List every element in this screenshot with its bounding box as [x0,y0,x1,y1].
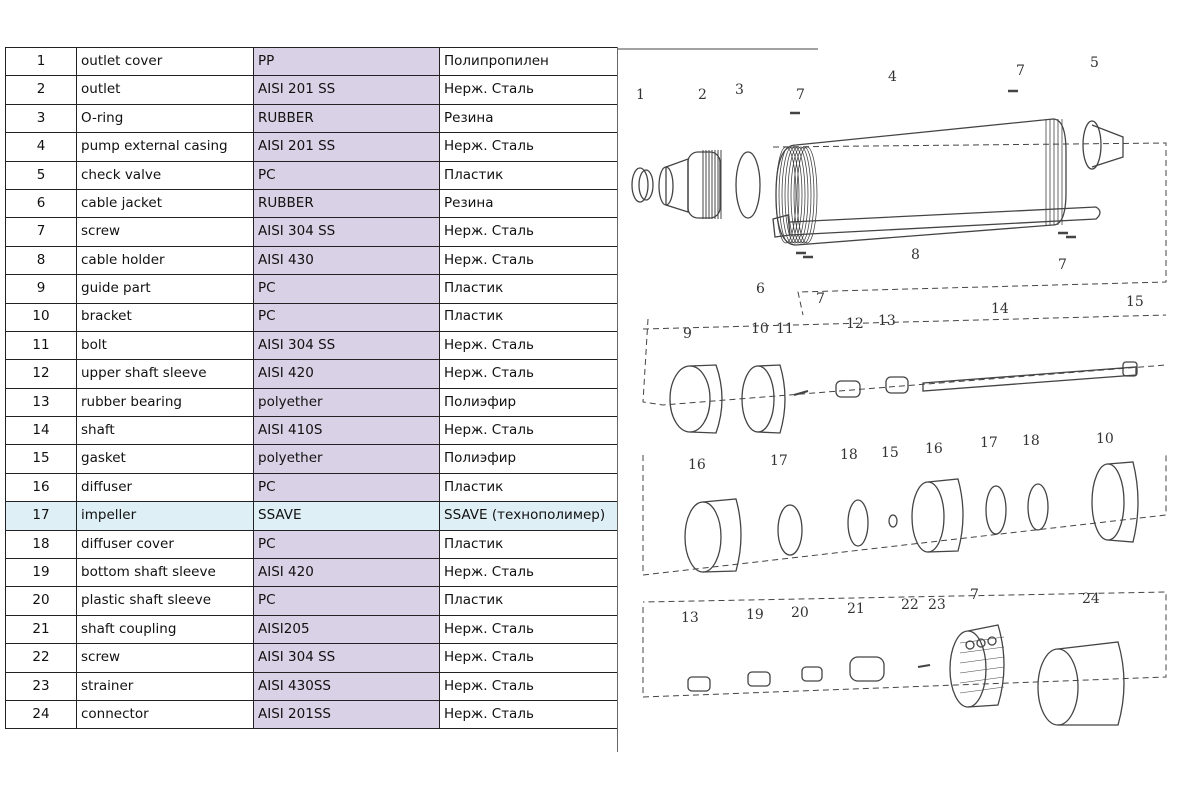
part-number-cell: 2 [6,76,77,104]
table-row [6,417,618,445]
callout-label: 9 [683,326,692,342]
part-number-cell: 23 [6,672,77,700]
callout-label: 18 [840,447,858,463]
table-row [6,133,618,161]
material-ru-cell: Пластик [440,303,618,331]
material-cell: AISI 304 SS [254,218,440,246]
part-name-cell: cable holder [77,246,254,274]
material-cell: PC [254,275,440,303]
material-ru-cell: Полиэфир [440,445,618,473]
part-name-cell: bracket [77,303,254,331]
callout-label: 16 [688,457,706,473]
material-cell: AISI 420 [254,559,440,587]
plastic-shaft-sleeve-shape [802,667,822,681]
part-name-cell: diffuser [77,473,254,501]
material-ru-cell: Резина [440,189,618,217]
part-name-cell: plastic shaft sleeve [77,587,254,615]
part-number-cell: 5 [6,161,77,189]
part-number-cell: 21 [6,615,77,643]
part-number-cell: 4 [6,133,77,161]
table-row [6,104,618,132]
material-cell: PC [254,473,440,501]
callout-label: 24 [1082,591,1100,607]
table-row [6,303,618,331]
part-name-cell: diffuser cover [77,530,254,558]
callout-label: 7 [796,87,805,103]
part-number-cell: 7 [6,218,77,246]
table-row [6,331,618,359]
part-number-cell: 22 [6,644,77,672]
pump-casing-shape [776,119,1066,245]
part-name-cell: outlet cover [77,48,254,76]
material-ru-cell: Пластик [440,275,618,303]
diffuser-2-body [928,479,963,552]
diffuser-front [685,502,721,572]
callout-label: 7 [970,587,979,603]
gasket-shape [1123,362,1137,376]
callout-label: 7 [1058,257,1067,273]
callout-label: 6 [756,281,765,297]
material-cell: AISI 430SS [254,672,440,700]
strainer-mesh-line [960,667,1004,673]
material-ru-cell: Полипропилен [440,48,618,76]
table-row [6,189,618,217]
outlet-cover-shape [632,168,648,202]
shaft-shape [923,367,1136,391]
table-row [6,559,618,587]
material-cell: RUBBER [254,104,440,132]
material-cell: AISI 430 [254,246,440,274]
strainer-mesh-line [960,657,1004,663]
bracket-body [758,365,785,433]
gasket-small-shape [889,515,897,527]
material-ru-cell: SSAVE (технополимер) [440,502,618,530]
part-name-cell: O-ring [77,104,254,132]
material-ru-cell: Нерж. Сталь [440,246,618,274]
part-name-cell: bolt [77,331,254,359]
material-ru-cell: Нерж. Сталь [440,417,618,445]
part-name-cell: screw [77,218,254,246]
material-cell: polyether [254,445,440,473]
callout-label: 15 [1126,294,1144,310]
table-row [6,388,618,416]
callout-label: 10 [1096,431,1114,447]
callout-label: 4 [888,69,897,85]
material-ru-cell: Полиэфир [440,388,618,416]
table-row [6,246,618,274]
check-valve-body [1092,125,1123,167]
material-ru-cell: Нерж. Сталь [440,615,618,643]
callout-label: 17 [770,453,788,469]
part-name-cell: guide part [77,275,254,303]
rubber-bearing-shape [886,377,908,393]
connector-front [1038,649,1078,725]
part-number-cell: 19 [6,559,77,587]
material-cell: AISI 304 SS [254,644,440,672]
assembly-boundary-3 [643,455,1166,575]
guide-part-body [690,365,722,433]
part-name-cell: shaft coupling [77,615,254,643]
cable-holder-shape [790,207,1100,235]
part-name-cell: upper shaft sleeve [77,360,254,388]
outlet-neck-shape [666,159,688,212]
part-name-cell: screw [77,644,254,672]
bracket-2-body [1108,462,1138,542]
part-number-cell: 14 [6,417,77,445]
part-name-cell: strainer [77,672,254,700]
table-row [6,161,618,189]
callout-label: 8 [911,247,920,263]
material-ru-cell: Нерж. Сталь [440,76,618,104]
callout-label: 19 [746,607,764,623]
table-row [6,275,618,303]
part-number-cell: 6 [6,189,77,217]
material-cell: polyether [254,388,440,416]
part-name-cell: outlet [77,76,254,104]
table-row [6,672,618,700]
bracket-2-ring [1092,464,1124,540]
callout-label: 3 [735,82,744,98]
material-ru-cell: Пластик [440,473,618,501]
part-name-cell: pump external casing [77,133,254,161]
bottom-shaft-sleeve-shape [748,672,770,686]
material-cell: AISI 410S [254,417,440,445]
callout-label: 5 [1090,55,1099,71]
part-name-cell: rubber bearing [77,388,254,416]
callout-label: 1 [636,87,645,103]
impeller-2-shape [986,486,1006,534]
material-ru-cell: Нерж. Сталь [440,700,618,728]
part-name-cell: impeller [77,502,254,530]
table-row [6,587,618,615]
part-number-cell: 24 [6,700,77,728]
o-ring-shape [736,152,760,218]
material-ru-cell: Пластик [440,587,618,615]
material-cell: PC [254,587,440,615]
table-row [6,615,618,643]
parts-table-body [6,48,618,729]
guide-part-front [670,366,710,432]
material-cell: PC [254,303,440,331]
exploded-view-svg [618,47,1198,752]
callout-label: 18 [1022,433,1040,449]
exploded-view-drawing [617,47,1197,752]
material-ru-cell: Пластик [440,161,618,189]
callout-label: 7 [1016,63,1025,79]
part-number-cell: 18 [6,530,77,558]
material-ru-cell: Нерж. Сталь [440,672,618,700]
callout-label: 10 [751,321,769,337]
table-row [6,360,618,388]
part-name-cell: check valve [77,161,254,189]
part-name-cell: shaft [77,417,254,445]
material-cell: PC [254,161,440,189]
table-row [6,48,618,76]
material-cell: AISI 304 SS [254,331,440,359]
table-row [6,218,618,246]
assembly-boundary-2b [643,315,1166,329]
part-name-cell: bottom shaft sleeve [77,559,254,587]
material-ru-cell: Пластик [440,530,618,558]
callout-label: 7 [816,291,825,307]
assembly-boundary-1 [773,143,1166,315]
part-number-cell: 8 [6,246,77,274]
diffuser-cover-shape [848,500,868,546]
material-ru-cell: Нерж. Сталь [440,559,618,587]
table-row [6,644,618,672]
material-cell: AISI 420 [254,360,440,388]
callout-label: 21 [847,601,865,617]
screw-22-shape [918,665,930,667]
material-cell: AISI 201 SS [254,76,440,104]
table-row [6,473,618,501]
callout-label: 22 [901,597,919,613]
callout-label: 16 [925,441,943,457]
diffuser-2-front [912,482,944,552]
parts-table [5,47,618,729]
strainer-front [950,631,986,707]
part-number-cell: 15 [6,445,77,473]
table-row [6,700,618,728]
callout-label: 14 [991,301,1009,317]
part-number-cell: 11 [6,331,77,359]
part-number-cell: 3 [6,104,77,132]
callout-label: 17 [980,435,998,451]
table-row [6,530,618,558]
callout-label: 13 [681,610,699,626]
strainer-mesh-line [960,677,1004,683]
table-row [6,76,618,104]
material-cell: AISI 201SS [254,700,440,728]
material-cell: RUBBER [254,189,440,217]
material-ru-cell: Нерж. Сталь [440,644,618,672]
shaft-coupling-shape [850,657,884,681]
material-ru-cell: Нерж. Сталь [440,133,618,161]
part-number-cell: 16 [6,473,77,501]
rubber-bearing-2-shape [688,677,710,691]
material-cell: AISI205 [254,615,440,643]
part-name-cell: connector [77,700,254,728]
part-name-cell: gasket [77,445,254,473]
material-cell: PP [254,48,440,76]
material-cell: AISI 201 SS [254,133,440,161]
table-row [6,502,618,530]
part-number-cell: 17 [6,502,77,530]
part-number-cell: 13 [6,388,77,416]
callout-label: 12 [846,316,864,332]
callout-label: 15 [881,445,899,461]
material-ru-cell: Нерж. Сталь [440,331,618,359]
material-cell: PC [254,530,440,558]
callout-label: 13 [878,313,896,329]
part-name-cell: cable jacket [77,189,254,217]
strainer-screw [988,637,996,645]
part-number-cell: 10 [6,303,77,331]
callout-label: 11 [776,321,794,337]
callout-label: 20 [791,605,809,621]
table-row [6,445,618,473]
strainer-screw [966,641,974,649]
material-ru-cell: Нерж. Сталь [440,218,618,246]
callout-label: 2 [698,87,707,103]
part-number-cell: 1 [6,48,77,76]
part-number-cell: 20 [6,587,77,615]
impeller-shape [778,505,802,555]
material-cell: SSAVE [254,502,440,530]
check-valve-ring [1083,121,1101,169]
bracket-ring [742,366,774,432]
diffuser-cover-2-shape [1028,484,1048,530]
part-number-cell: 12 [6,360,77,388]
upper-shaft-sleeve-shape [836,381,860,397]
material-ru-cell: Резина [440,104,618,132]
diffuser-body [703,499,741,572]
material-ru-cell: Нерж. Сталь [440,360,618,388]
part-number-cell: 9 [6,275,77,303]
callout-label: 23 [928,597,946,613]
